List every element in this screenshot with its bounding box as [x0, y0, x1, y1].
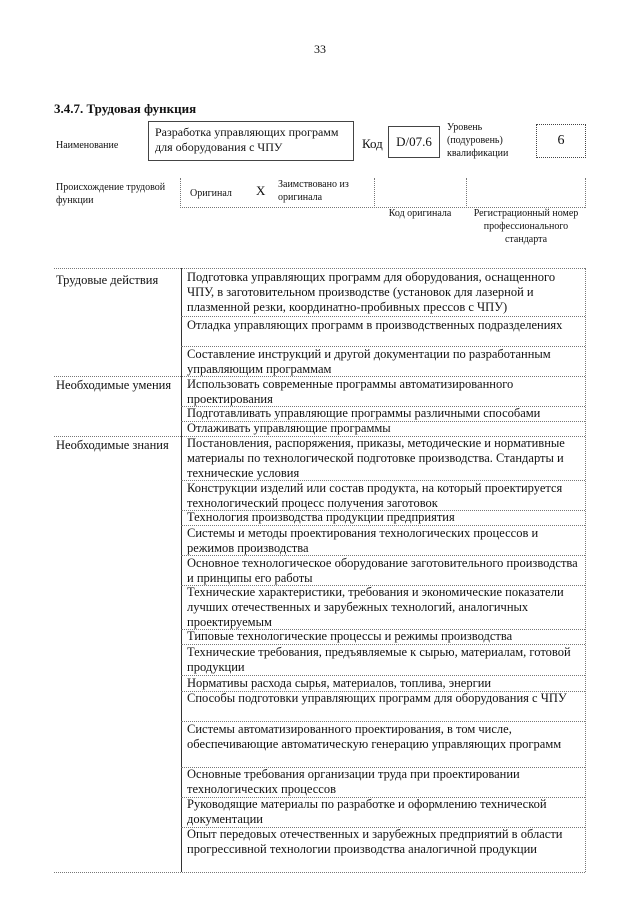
- table-bottom-line: [54, 872, 585, 873]
- origin-divider-3: [466, 178, 467, 208]
- list-item: Технология производства продукции предприятия: [187, 510, 455, 524]
- table-top-line: [54, 268, 585, 269]
- list-item: Подготавливать управляющие программы различными способами: [187, 406, 541, 420]
- table-column-divider: [181, 268, 182, 872]
- original-label: Оригинал: [190, 188, 232, 199]
- list-item: Составление инструкций и другой документации по разработанным управляющим программам: [187, 347, 551, 376]
- list-item: Отлаживать управляющие программы: [187, 421, 391, 435]
- list-item: Основное технологическое оборудование заготовительного производства и принципы его работы: [187, 556, 578, 585]
- name-value-box: [148, 121, 354, 161]
- level-value-box: [536, 124, 586, 158]
- list-item: Технические характеристики, требования и экономические показатели лучших отечественных и зарубежных технологий, аналогичных проектируемым: [187, 585, 564, 629]
- list-item: Способы подготовки управляющих программ для оборудования с ЧПУ: [187, 691, 567, 705]
- section-title: 3.4.7. Трудовая функция: [54, 101, 197, 116]
- row-label-labor-actions: Трудовые действия: [56, 273, 159, 287]
- origin-label: Происхождение трудовой функции: [56, 182, 166, 206]
- list-item: Отладка управляющих программ в производственных подразделениях: [187, 318, 563, 332]
- list-item: Нормативы расхода сырья, материалов, топлива, энергии: [187, 676, 492, 690]
- original-mark: X: [256, 183, 266, 198]
- origin-divider-1: [180, 178, 181, 208]
- origin-divider-2: [374, 178, 375, 208]
- level-label: Уровень (подуровень) квалификации: [447, 122, 509, 159]
- page-number: 33: [314, 42, 326, 56]
- name-label: Наименование: [56, 140, 119, 151]
- list-item: Подготовка управляющих программ для оборудования, оснащенного ЧПУ, в заготовительном производстве (установок для лазерной и плазменной резки, координатно-пробивных прессов с ЧПУ): [187, 270, 556, 314]
- code-label: Код: [362, 136, 383, 151]
- list-item: Технические требования, предъявляемые к сырью, материалам, готовой продукции: [187, 645, 571, 674]
- row-divider: [181, 316, 585, 317]
- list-item: Использовать современные программы автоматизированного проектирования: [187, 377, 514, 406]
- list-item: Системы автоматизированного проектирования, в том числе, обеспечивающие автоматическую генерацию управляющих программ: [187, 722, 562, 751]
- row-label-required-skills: Необходимые умения: [56, 378, 172, 392]
- borrowed-label: Заимствовано из оригинала: [278, 179, 349, 203]
- code-value-box: [388, 126, 440, 158]
- origin-divider-4: [585, 178, 586, 208]
- list-item: Руководящие материалы по разработке и оформлению технической документации: [187, 797, 547, 826]
- row-label-required-knowledge: Необходимые знания: [56, 438, 169, 452]
- list-item: Системы и методы проектирования технологических процессов и режимов производства: [187, 526, 539, 555]
- code-original-label: Код оригинала: [388, 208, 452, 219]
- list-item: Конструкции изделий или состав продукта, на который проектируется технологический процесс получения заготовок: [187, 481, 563, 510]
- list-item: Опыт передовых отечественных и зарубежных предприятий в области прогрессивной технологии производства аналогичной продукции: [187, 827, 563, 856]
- code-value: D/07.6: [396, 134, 432, 149]
- name-value: Разработка управляющих программ для оборудования с ЧПУ: [155, 125, 339, 154]
- list-item: Основные требования организации труда при проектировании технологических процессов: [187, 767, 520, 796]
- list-item: Постановления, распоряжения, приказы, методические и нормативные материалы по технологической подготовке производства. Стандарты и технические условия: [187, 436, 565, 480]
- level-value: 6: [557, 133, 565, 148]
- list-item: Типовые технологические процессы и режимы производства: [187, 629, 513, 643]
- reg-number-label: Регистрационный номер профессионального стандарта: [473, 208, 579, 245]
- table-right-edge: [585, 268, 586, 872]
